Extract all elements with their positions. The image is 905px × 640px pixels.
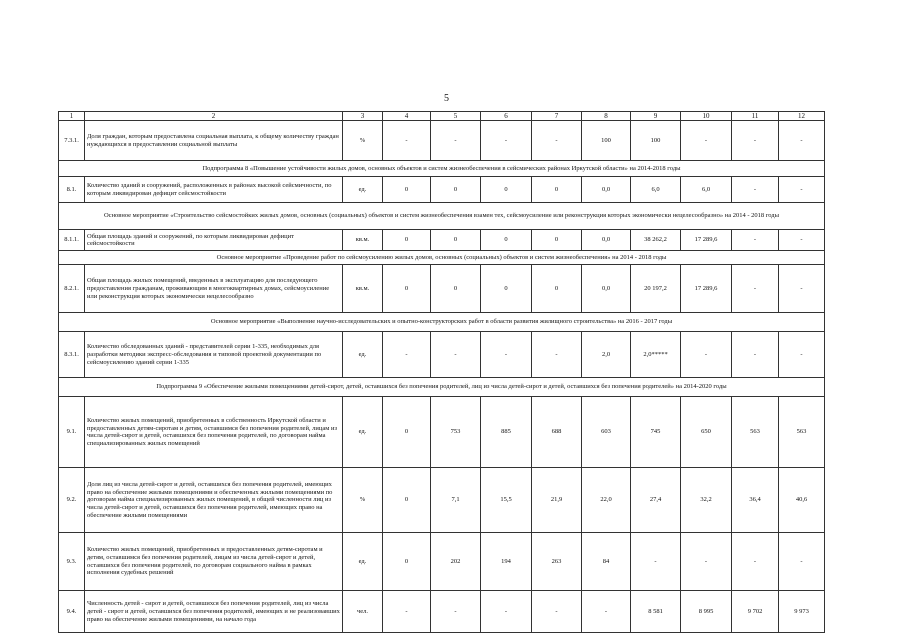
row-unit: кв.м. xyxy=(343,230,383,251)
header-cell: 11 xyxy=(732,112,779,121)
value-cell: 0 xyxy=(481,265,532,313)
row-unit: ед. xyxy=(343,332,383,378)
value-cell: 100 xyxy=(631,121,681,161)
value-cell: 84 xyxy=(582,533,631,591)
value-cell: - xyxy=(779,332,825,378)
value-cell: 32,2 xyxy=(681,468,732,533)
value-cell: 563 xyxy=(732,397,779,468)
value-cell: - xyxy=(732,121,779,161)
table-row xyxy=(59,533,825,591)
section-row xyxy=(59,313,825,332)
value-cell: 40,6 xyxy=(779,468,825,533)
value-cell: - xyxy=(631,533,681,591)
value-cell: 885 xyxy=(481,397,532,468)
value-cell: 0,0 xyxy=(582,177,631,203)
value-cell: 0 xyxy=(383,468,431,533)
value-cell: - xyxy=(481,332,532,378)
value-cell: 0 xyxy=(431,177,481,203)
value-cell: 100 xyxy=(582,121,631,161)
value-cell: 9 702 xyxy=(732,591,779,633)
value-cell: 8 995 xyxy=(681,591,732,633)
row-description: Общая площадь жилых помещений, введенных в эксплуатацию для последующего предоставления гражданам, проживающим в многоквартирных домах, сейсмоусиление или реконструкция которых экономически нецелесообразно xyxy=(85,265,343,313)
value-cell: - xyxy=(779,265,825,313)
value-cell: 0 xyxy=(383,397,431,468)
value-cell: 0 xyxy=(532,177,582,203)
row-unit: кв.м. xyxy=(343,265,383,313)
table-row xyxy=(59,468,825,533)
row-id: 9.3. xyxy=(59,533,85,591)
section-row xyxy=(59,161,825,177)
value-cell: - xyxy=(383,332,431,378)
row-id: 9.1. xyxy=(59,397,85,468)
header-cell: 8 xyxy=(582,112,631,121)
indicators-table xyxy=(58,111,825,633)
page-number: 5 xyxy=(444,93,449,104)
value-cell: 263 xyxy=(532,533,582,591)
value-cell: 38 262,2 xyxy=(631,230,681,251)
value-cell: 603 xyxy=(582,397,631,468)
header-cell: 1 xyxy=(59,112,85,121)
row-id: 8.2.1. xyxy=(59,265,85,313)
value-cell: - xyxy=(383,591,431,633)
row-description: Количество жилых помещений, приобретенных в собственность Иркутской области и предоставленных детям-сиротам и детям, оставшимся без попечения родителей, лицам из числа детей-сирот и детей, оставшихся без попечения родителей, по договорам найма специализированных жилых помещений xyxy=(85,397,343,468)
header-cell: 12 xyxy=(779,112,825,121)
table-row xyxy=(59,332,825,378)
value-cell: - xyxy=(732,177,779,203)
header-cell: 3 xyxy=(343,112,383,121)
value-cell: - xyxy=(779,121,825,161)
value-cell: - xyxy=(779,533,825,591)
value-cell: - xyxy=(732,332,779,378)
value-cell: - xyxy=(732,265,779,313)
value-cell: 2,0 xyxy=(582,332,631,378)
header-cell: 7 xyxy=(532,112,582,121)
value-cell: 563 xyxy=(779,397,825,468)
row-description: Количество обследованных зданий - представителей серии 1-335, необходимых для разработки методики экспресс-обследования и типовой проектной документации по сейсмоусилению зданий серии 1-335 xyxy=(85,332,343,378)
header-cell: 6 xyxy=(481,112,532,121)
value-cell: 753 xyxy=(431,397,481,468)
value-cell: - xyxy=(681,533,732,591)
value-cell: - xyxy=(481,121,532,161)
row-description: Численность детей - сирот и детей, оставшихся без попечения родителей, лиц из числа детей - сирот и детей, оставшихся без попечения родителей, имеющих и не реализовавших право на обеспечение жилыми помещениями, на начало года xyxy=(85,591,343,633)
row-description: Доля лиц из числа детей-сирот и детей, оставшихся без попечения родителей, имеющих право на обеспечение жилыми помещениями и обеспеченных жилыми помещениями по договорам найма специализированных жилых помещений, в общей численности лиц из числа детей-сирот и детей, оставшихся без попечения родителей, имеющих право на обеспечение жилыми помещениями xyxy=(85,468,343,533)
value-cell: - xyxy=(681,121,732,161)
value-cell: - xyxy=(532,591,582,633)
value-cell: 0 xyxy=(431,230,481,251)
row-description: Доля граждан, которым предоставлена социальная выплата, к общему количеству граждан нуждающихся в предоставлении социальной выплаты xyxy=(85,121,343,161)
row-unit: % xyxy=(343,121,383,161)
value-cell: 27,4 xyxy=(631,468,681,533)
value-cell: 0 xyxy=(481,177,532,203)
value-cell: - xyxy=(532,121,582,161)
row-id: 9.2. xyxy=(59,468,85,533)
section-title: Подпрограмма 9 «Обеспечение жилыми помещениями детей-сирот, детей, оставшихся без попечения родителей, лиц из числа детей-сирот и детей, оставшихся без попечения родителей» на 2014-2020 годы xyxy=(59,378,825,397)
row-id: 8.1. xyxy=(59,177,85,203)
value-cell: 6,0 xyxy=(681,177,732,203)
value-cell: 21,9 xyxy=(532,468,582,533)
value-cell: 0 xyxy=(383,265,431,313)
header-cell: 5 xyxy=(431,112,481,121)
section-title: Основное мероприятие «Проведение работ по сейсмоусилению жилых домов, основных (социальных) объектов и систем жизнеобеспечения» на 2014 - 2018 годы xyxy=(59,251,825,265)
table-row xyxy=(59,265,825,313)
table-row xyxy=(59,397,825,468)
row-unit: ед. xyxy=(343,177,383,203)
row-unit: % xyxy=(343,468,383,533)
value-cell: 0 xyxy=(481,230,532,251)
value-cell: - xyxy=(431,121,481,161)
value-cell: 0 xyxy=(431,265,481,313)
row-description: Количество жилых помещений, приобретенных и предоставленных детям-сиротам и детям, оставшимся без попечения родителей, лицам из числа детей-сирот и детей, оставшихся без попечения родителей, по договорам социального найма в рамках исполнения судебных решений xyxy=(85,533,343,591)
header-cell: 9 xyxy=(631,112,681,121)
value-cell: - xyxy=(732,533,779,591)
section-title: Основное мероприятие «Выполнение научно-исследовательских и опытно-конструкторских работ в области развития жилищного строительства» на 2016 - 2017 годы xyxy=(59,313,825,332)
value-cell: - xyxy=(779,177,825,203)
row-id: 7.3.1. xyxy=(59,121,85,161)
value-cell: 0 xyxy=(532,265,582,313)
value-cell: 15,5 xyxy=(481,468,532,533)
value-cell: 9 973 xyxy=(779,591,825,633)
row-id: 8.1.1. xyxy=(59,230,85,251)
value-cell: - xyxy=(431,332,481,378)
value-cell: 0 xyxy=(532,230,582,251)
value-cell: 194 xyxy=(481,533,532,591)
header-row xyxy=(59,112,825,121)
value-cell: 7,1 xyxy=(431,468,481,533)
value-cell: - xyxy=(532,332,582,378)
value-cell: 0 xyxy=(383,230,431,251)
row-id: 9.4. xyxy=(59,591,85,633)
value-cell: 0,0 xyxy=(582,230,631,251)
value-cell: - xyxy=(383,121,431,161)
section-title: Основное мероприятие «Строительство сейсмостойких жилых домов, основных (социальных) объектов и систем жизнеобеспечения взамен тех, сейсмоусиление или реконструкция которых экономически нецелесообразно» на 2014 - 2018 годы xyxy=(59,203,825,230)
row-unit: ед. xyxy=(343,533,383,591)
row-id: 8.3.1. xyxy=(59,332,85,378)
value-cell: 2,0***** xyxy=(631,332,681,378)
row-unit: ед. xyxy=(343,397,383,468)
value-cell: 0 xyxy=(383,533,431,591)
value-cell: 745 xyxy=(631,397,681,468)
section-title: Подпрограмма 8 «Повышение устойчивости жилых домов, основных объектов и систем жизнеобеспечения в сейсмических районах Иркутской области» на 2014-2018 годы xyxy=(59,161,825,177)
value-cell: - xyxy=(431,591,481,633)
value-cell: 17 289,6 xyxy=(681,265,732,313)
value-cell: 22,0 xyxy=(582,468,631,533)
table-row xyxy=(59,591,825,633)
table-row xyxy=(59,121,825,161)
value-cell: - xyxy=(481,591,532,633)
value-cell: - xyxy=(582,591,631,633)
value-cell: 0,0 xyxy=(582,265,631,313)
value-cell: 8 581 xyxy=(631,591,681,633)
value-cell: 650 xyxy=(681,397,732,468)
value-cell: - xyxy=(779,230,825,251)
table-row xyxy=(59,230,825,251)
value-cell: - xyxy=(732,230,779,251)
value-cell: - xyxy=(681,332,732,378)
header-cell: 4 xyxy=(383,112,431,121)
table-row xyxy=(59,177,825,203)
row-unit: чел. xyxy=(343,591,383,633)
value-cell: 0 xyxy=(383,177,431,203)
value-cell: 688 xyxy=(532,397,582,468)
value-cell: 36,4 xyxy=(732,468,779,533)
value-cell: 6,0 xyxy=(631,177,681,203)
section-row xyxy=(59,378,825,397)
value-cell: 20 197,2 xyxy=(631,265,681,313)
value-cell: 17 289,6 xyxy=(681,230,732,251)
header-cell: 2 xyxy=(85,112,343,121)
section-row xyxy=(59,251,825,265)
section-row xyxy=(59,203,825,230)
row-description: Общая площадь зданий и сооружений, по которым ликвидирован дефицит сейсмостойкости xyxy=(85,230,343,251)
value-cell: 202 xyxy=(431,533,481,591)
row-description: Количество зданий и сооружений, расположенных в районах высокой сейсмичности, по которым ликвидирован дефицит сейсмостойкости xyxy=(85,177,343,203)
header-cell: 10 xyxy=(681,112,732,121)
